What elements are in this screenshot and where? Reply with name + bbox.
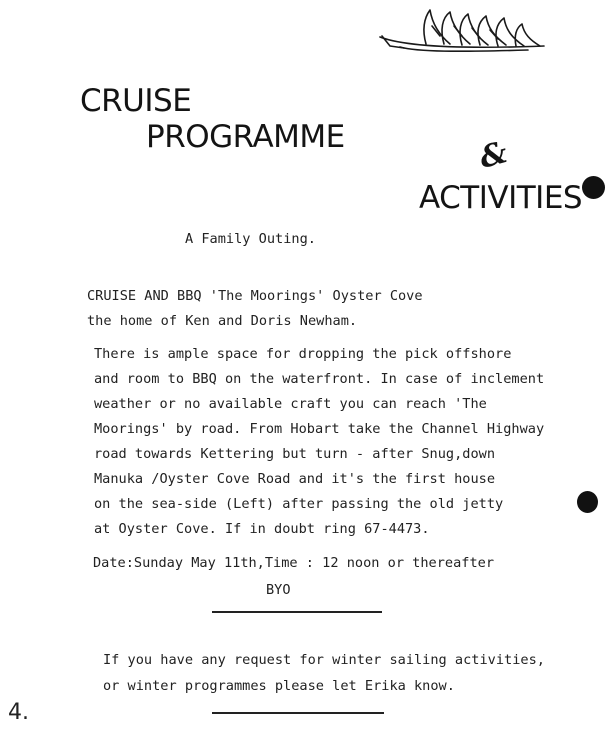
body-line: Moorings' by road. From Hobart take the Channel Highway: [94, 421, 545, 437]
body-line: on the sea-side (Left) after passing the old jetty: [94, 496, 504, 512]
date-line: Date:Sunday May 11th,Time : 12 noon or thereafter: [93, 555, 495, 571]
title-ampersand: &: [475, 135, 511, 176]
title-activities: ACTIVITIES: [419, 180, 583, 216]
subtitle: A Family Outing.: [185, 231, 316, 247]
request-line-2: or winter programmes please let Erika know.: [103, 678, 455, 694]
punch-hole-bottom: [577, 491, 598, 513]
body-line: at Oyster Cove. If in doubt ring 67-4473.: [94, 521, 430, 537]
divider-1: [212, 611, 382, 613]
body-line: Manuka /Oyster Cove Road and it's the first house: [94, 471, 496, 487]
body-line: road towards Kettering but turn - after Snug,down: [94, 446, 496, 462]
title-programme: PROGRAMME: [146, 119, 345, 155]
divider-2: [212, 712, 384, 714]
page-number: 4.: [8, 700, 29, 725]
event-line-1: CRUISE AND BBQ 'The Moorings' Oyster Cove: [87, 288, 423, 304]
request-line-1: If you have any request for winter sailing activities,: [103, 652, 545, 668]
sailboats-drawing: [378, 6, 550, 56]
punch-hole-top: [582, 176, 605, 199]
title-cruise: CRUISE: [80, 83, 192, 119]
body-line: and room to BBQ on the waterfront. In case of inclement: [94, 371, 545, 387]
event-line-2: the home of Ken and Doris Newham.: [87, 313, 358, 329]
body-line: There is ample space for dropping the pick offshore: [94, 346, 512, 362]
body-line: weather or no available craft you can reach 'The: [94, 396, 487, 412]
byo-text: BYO: [266, 582, 291, 598]
